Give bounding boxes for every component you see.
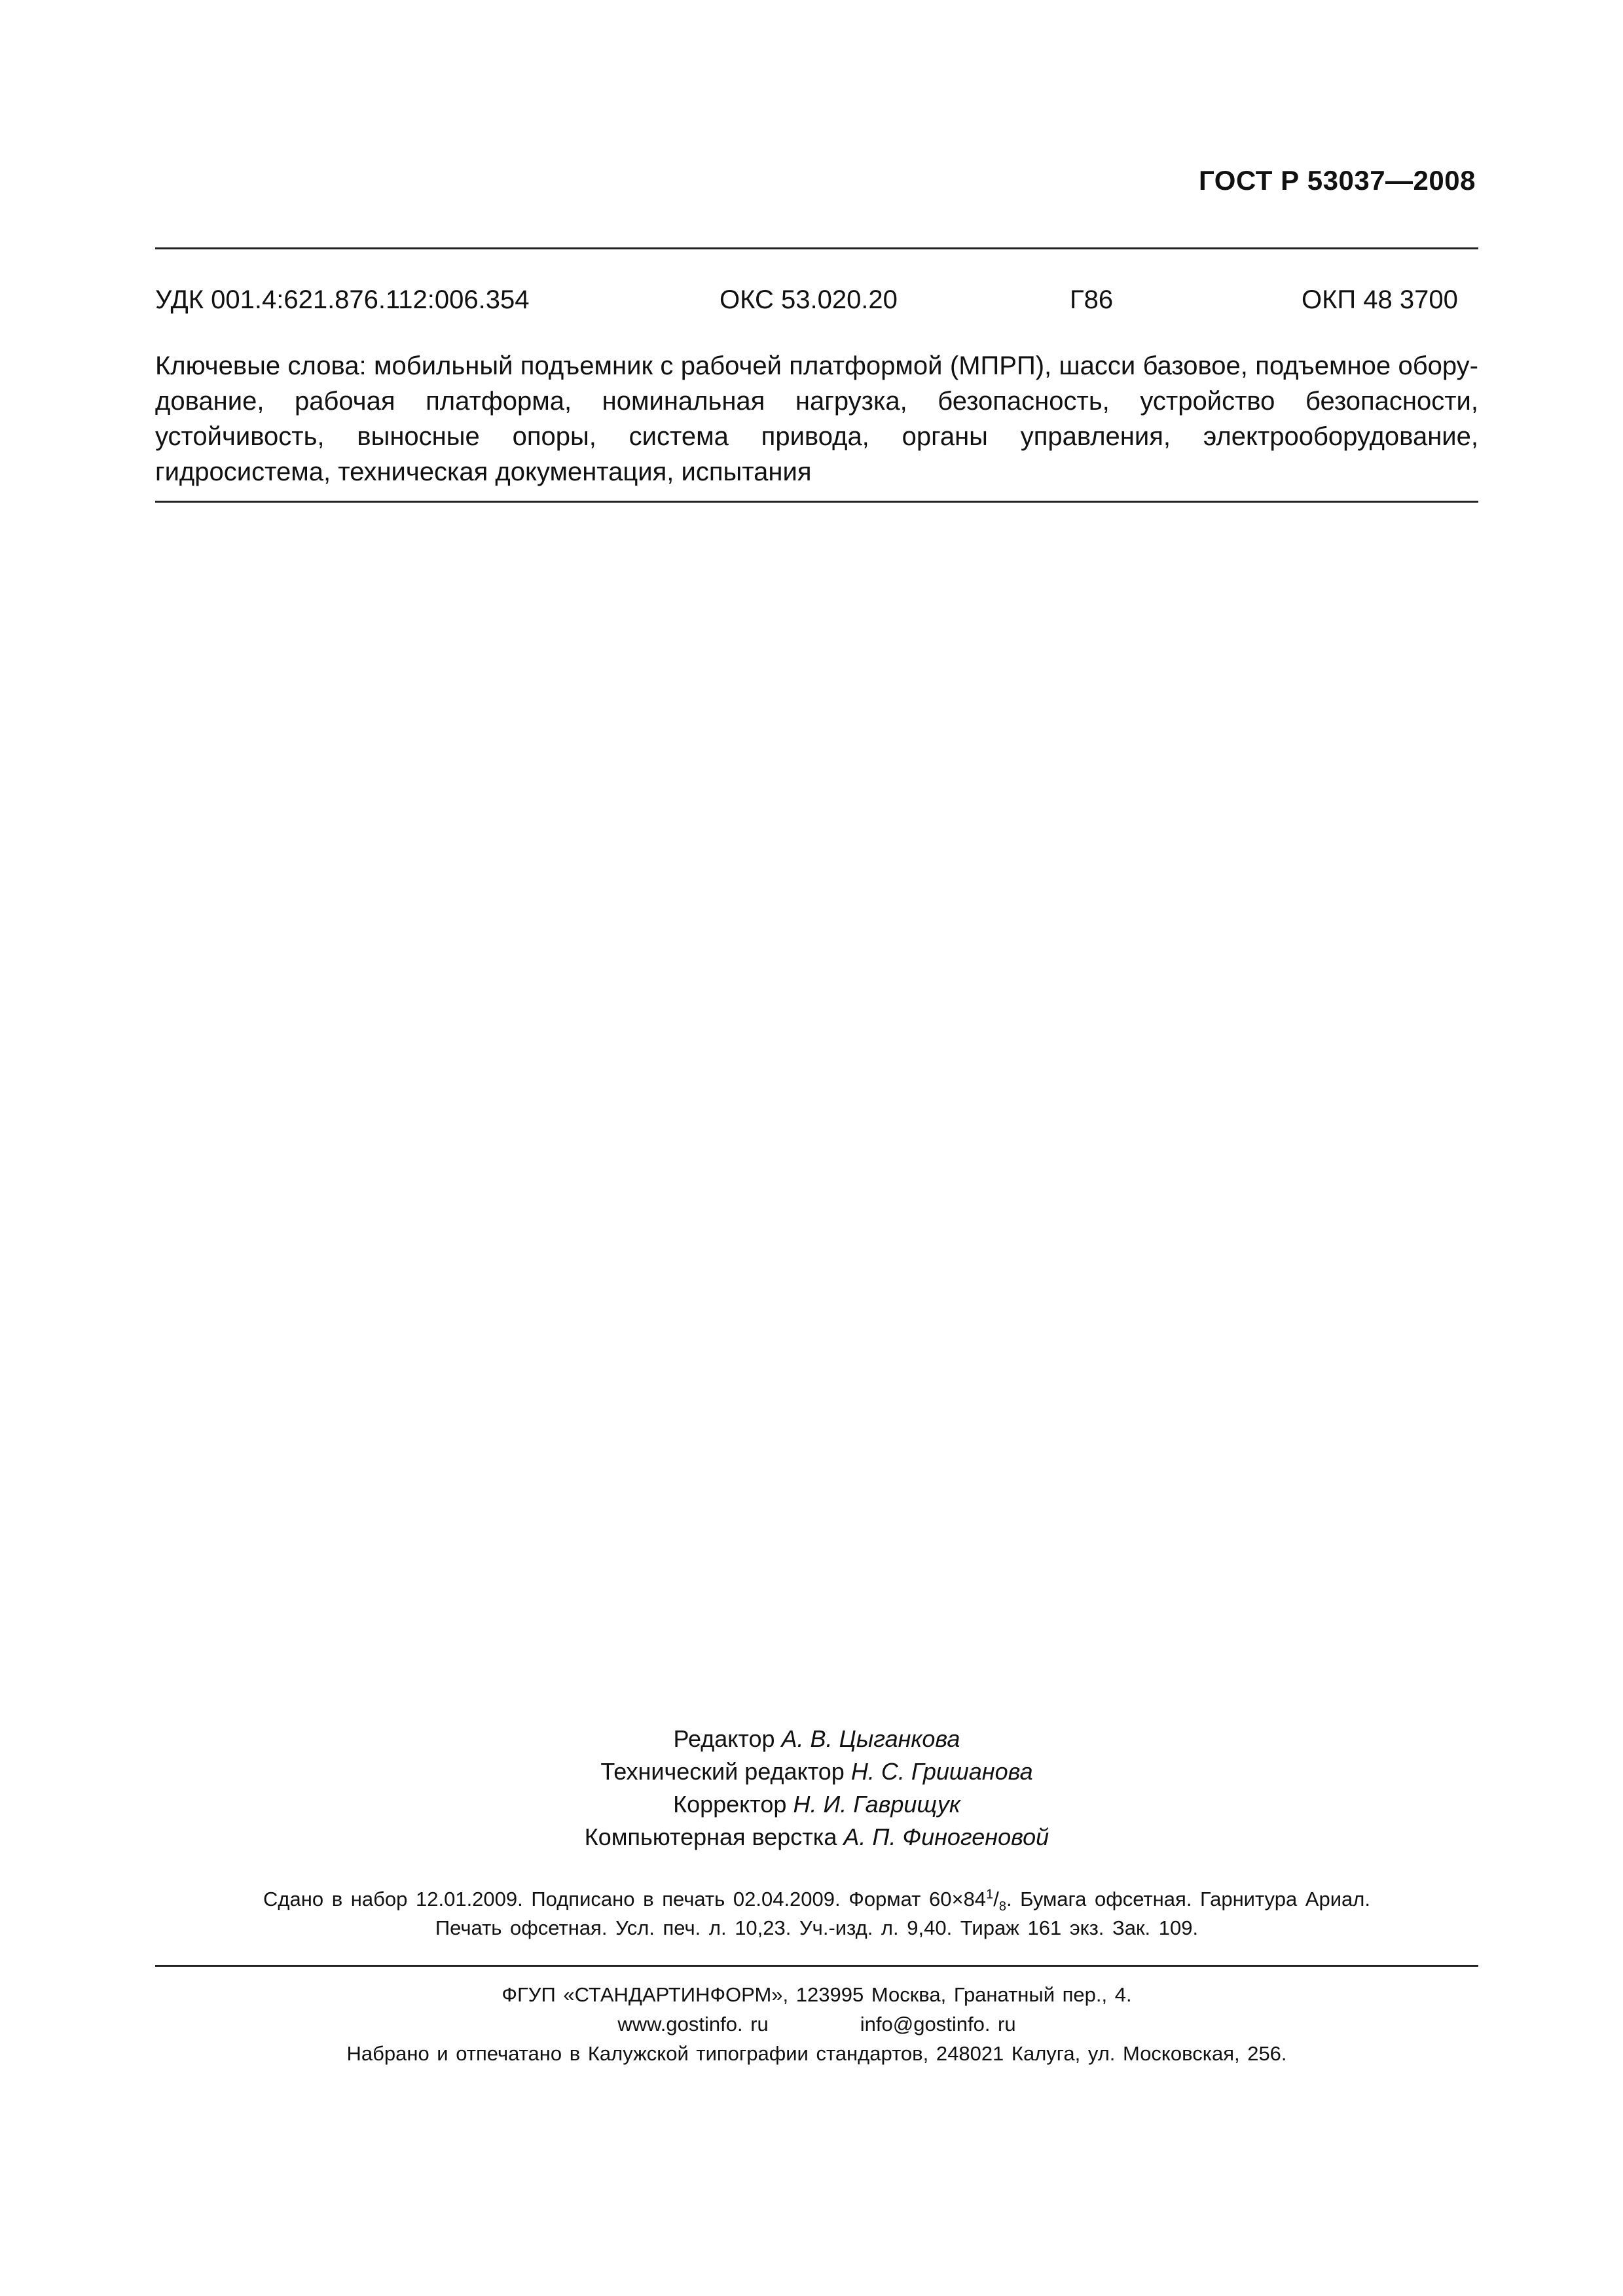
oks-code: ОКС 53.020.20: [720, 285, 898, 314]
format-slash: /: [993, 1888, 999, 1910]
publisher-divider: [155, 1965, 1478, 1967]
credits-block: [155, 1723, 1478, 1854]
standard-code: ГОСТ Р 53037—2008: [1199, 165, 1476, 196]
classification-codes-row: [155, 285, 1472, 322]
credit-name: Н. И. Гаврищук: [793, 1791, 960, 1818]
imprint-text: Сдано в набор 12.01.2009. Подписано в печать 02.04.2009. Формат 60×84: [263, 1888, 987, 1910]
imprint-line-1: [155, 1885, 1478, 1914]
credit-line-technical-editor: [155, 1755, 1478, 1788]
keywords-paragraph: Ключевые слова: мобильный подъемник с рабочей платформой (МПРП), шасси базовое, подъемное обору-дование, рабочая платформа, номинальная нагрузка, безопасность, устройство безопасности, устойчивость, выносные опоры, система привода, органы управления, электрооборудование, гидросистема, техническая документация, испытания: [155, 351, 1478, 486]
credit-role: Технический редактор: [600, 1758, 845, 1785]
credit-name: Н. С. Гришанова: [850, 1758, 1033, 1785]
publisher-contacts: [155, 2009, 1478, 2039]
format-numerator: 1: [986, 1887, 994, 1902]
credit-name: А. П. Финогеновой: [843, 1823, 1049, 1850]
printing-house: Набрано и отпечатано в Калужской типографии стандартов, 248021 Калуга, ул. Московская, 256.: [346, 2042, 1287, 2065]
imprint-line-2: Печать офсетная. Усл. печ. л. 10,23. Уч.-изд. л. 9,40. Тираж 161 экз. Зак. 109.: [435, 1916, 1199, 1939]
credit-role: Корректор: [673, 1791, 787, 1818]
credit-name: А. В. Цыганкова: [781, 1725, 960, 1752]
top-divider: [155, 247, 1478, 249]
credit-role: Компьютерная верстка: [584, 1823, 837, 1850]
imprint-text: . Бумага офсетная. Гарнитура Ариал.: [1006, 1888, 1370, 1910]
publisher-address: ФГУП «СТАНДАРТИНФОРМ», 123995 Москва, Гранатный пер., 4.: [501, 1983, 1132, 2006]
publisher-email: info@gostinfo. ru: [860, 2013, 1016, 2036]
publisher-block: [155, 1980, 1478, 2068]
credit-line-layout: [155, 1821, 1478, 1854]
credit-role: Редактор: [673, 1725, 775, 1752]
okp-code: ОКП 48 3700: [1302, 285, 1458, 314]
group-code: Г86: [1070, 285, 1114, 314]
credit-line-editor: [155, 1723, 1478, 1755]
credit-line-proofreader: [155, 1788, 1478, 1821]
udk-code: УДК 001.4:621.876.112:006.354: [155, 285, 530, 314]
keywords-divider: [155, 501, 1478, 503]
format-denominator: 8: [998, 1899, 1006, 1914]
publisher-website: www.gostinfo. ru: [617, 2013, 769, 2036]
imprint-block: [155, 1885, 1478, 1943]
